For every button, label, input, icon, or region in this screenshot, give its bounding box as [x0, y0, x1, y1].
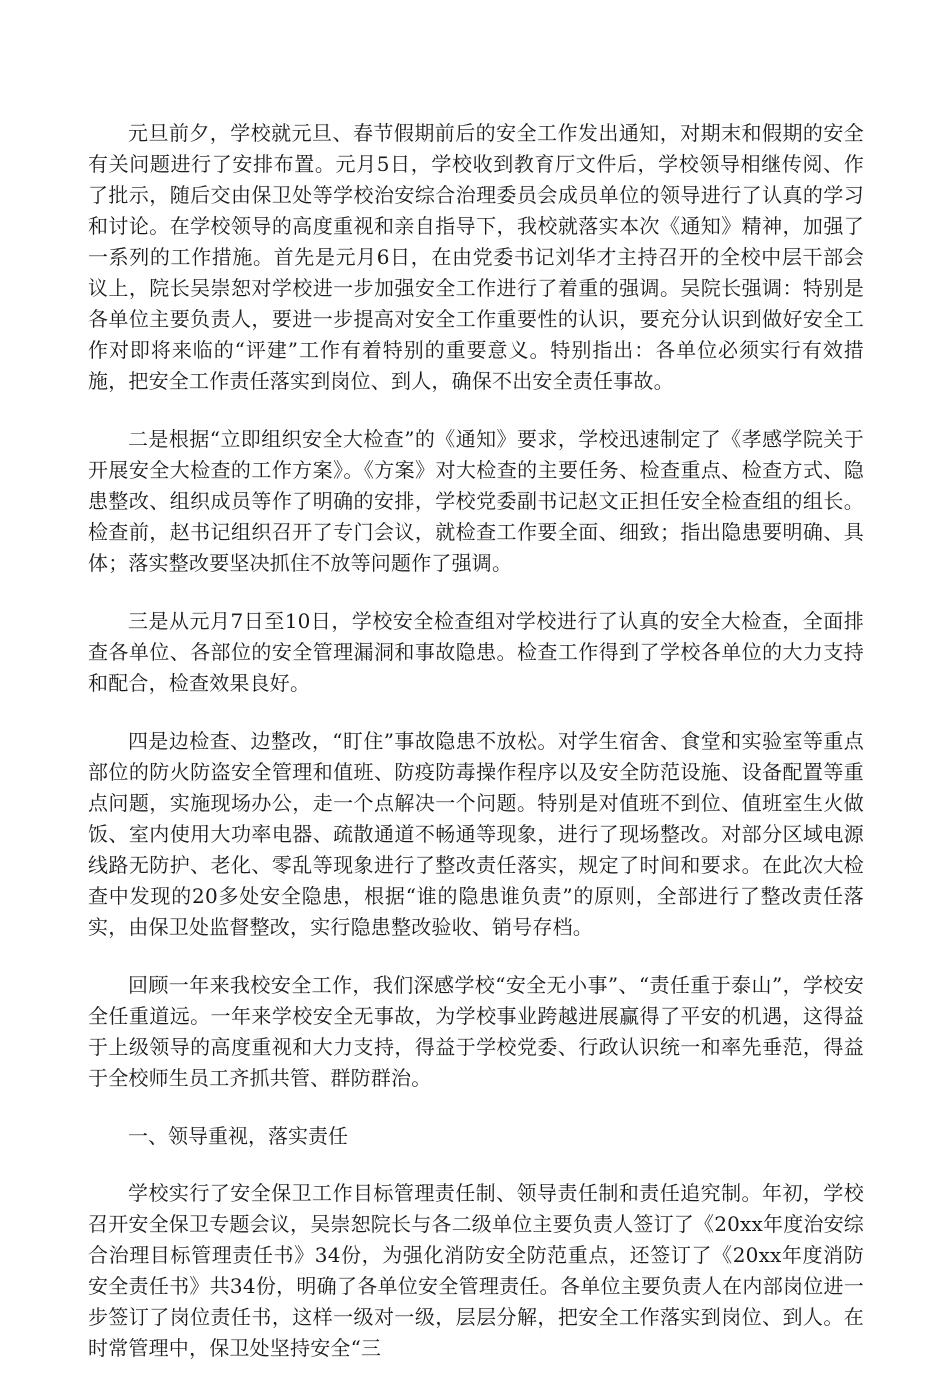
paragraph-inspection-plan: 二是根据“立即组织安全大检查”的《通知》要求，学校迅速制定了《孝感学院关于开展安全大检查的工作方案》。《方案》对大检查的主要任务、检查重点、检查方式、隐患整改、组织成员等作了明确的安排，学校党委副书记赵文正担任安全检查组的组长。检查前，赵书记组织召开了专门会议，就检查工作要全面、细致；指出隐患要明确、具体；落实整改要坚决抓住不放等问题作了强调。 [88, 427, 864, 575]
paragraph-review: 回顾一年来我校安全工作，我们深感学校“安全无小事”、“责任重于泰山”，学校安全任重道远。一年来学校安全无事故，为学校事业跨越进展赢得了平安的机遇，这得益于上级领导的高度重视和大力支持，得益于学校党委、行政认识统一和率先垂范，得益于全校师生员工齐抓共管、群防群治。 [88, 973, 864, 1090]
paragraph-rectification: 四是边检查、边整改，“盯住”事故隐患不放松。对学生宿舍、食堂和实验室等重点部位的防火防盗安全管理和值班、防疫防毒操作程序以及安全防范设施、设备配置等重点问题，实施现场办公，走一个点解决一个问题。特别是对值班不到位、值班室生火做饭、室内使用大功率电器、疏散通道不畅通等现象，进行了现场整改。对部分区域电源线路无防护、老化、零乱等现象进行了整改责任落实，规定了时间和要求。在此次大检查中发现的20多处安全隐患，根据“谁的隐患谁负责”的原则，全部进行了整改责任落实，由保卫处监督整改，实行隐患整改验收、销号存档。 [88, 729, 864, 939]
paragraph-responsibility: 学校实行了安全保卫工作目标管理责任制、领导责任制和责任追究制。年初，学校召开安全保卫专题会议，吴崇恕院长与各二级单位主要负责人签订了《20xx年度治安综合治理目标管理责任书》34份，为强化消防安全防范重点，还签订了《20xx年度消防安全责任书》共34份，明确了各单位安全管理责任。各单位主要负责人在内部岗位进一步签订了岗位责任书，这样一级对一级，层层分解，把安全工作落实到岗位、到人。在时常管理中，保卫处坚持安全“三 [88, 1181, 865, 1360]
paragraph-inspection-dates: 三是从元月7日至10日，学校安全检查组对学校进行了认真的安全大检查，全面排查各单位、各部位的安全管理漏洞和事故隐患。检查工作得到了学校各单位的大力支持和配合，检查效果良好。 [88, 609, 864, 695]
section-heading: 一、领导重视，落实责任 [128, 1124, 348, 1148]
paragraph-new-year-notice: 元旦前夕，学校就元旦、春节假期前后的安全工作发出通知，对期末和假期的安全有关问题进行了安排布置。元月5日，学校收到教育厅文件后，学校领导相继传阅、作了批示，随后交由保卫处等学校治安综合治理委员会成员单位的领导进行了认真的学习和讨论。在学校领导的高度重视和亲自指导下，我校就落实本次《通知》精神，加强了一系列的工作措施。首先是元月6日，在由党委书记刘华才主持召开的全校中层干部会议上，院长吴崇恕对学校进一步加强安全工作进行了着重的强调。吴院长强调：特别是各单位主要负责人，要进一步提高对安全工作重要性的认识，要充分认识到做好安全工作对即将来临的“评建”工作有着特别的重要意义。特别指出：各单位必须实行有效措施，把安全工作责任落实到岗位、到人，确保不出安全责任事故。 [88, 121, 864, 393]
document-page [88, 118, 864, 1391]
